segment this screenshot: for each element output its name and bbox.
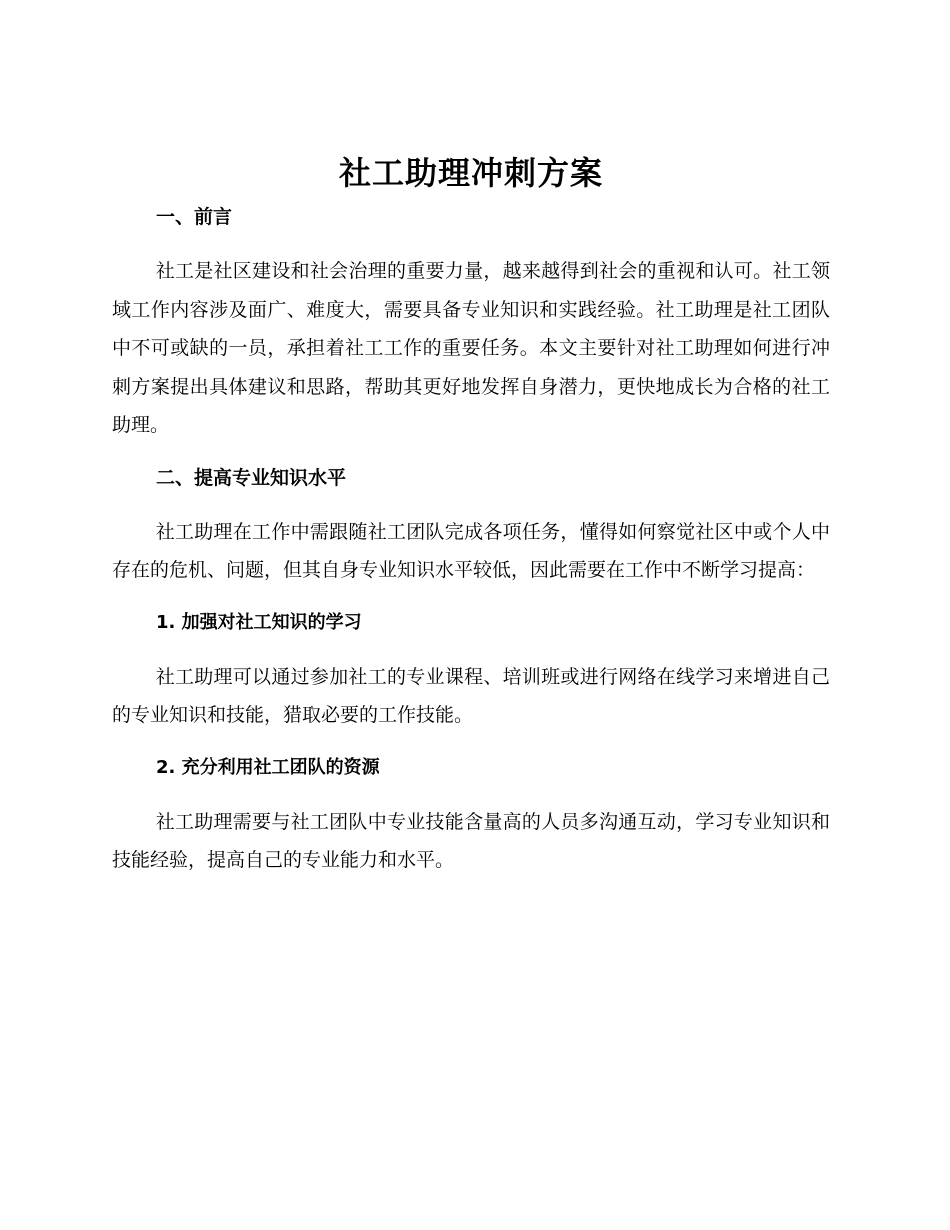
subsection-heading-resources: 2. 充分利用社工团队的资源 xyxy=(156,756,380,778)
section-heading-intro: 一、前言 xyxy=(156,206,233,228)
paragraph-knowledge: 社工助理在工作中需跟随社工团队完成各项任务，懂得如何察觉社区中或个人中存在的危机、问题，但其自身专业知识水平较低，因此需要在工作中不断学习提高： xyxy=(112,520,830,581)
subsection-heading-study: 1. 加强对社工知识的学习 xyxy=(156,611,362,633)
spacer xyxy=(112,735,830,753)
spacer xyxy=(112,445,830,463)
spacer xyxy=(112,493,830,513)
paragraph-resources: 社工助理需要与社工团队中专业技能含量高的人员多沟通互动，学习专业知识和技能经验，提高自己的专业能力和水平。 xyxy=(112,810,830,871)
document-title: 社工助理冲刺方案 xyxy=(338,154,603,192)
paragraph-study: 社工助理可以通过参加社工的专业课程、培训班或进行网络在线学习来增进自己的专业知识和技能，猎取必要的工作技能。 xyxy=(112,665,830,726)
spacer xyxy=(112,232,830,252)
spacer xyxy=(112,783,830,803)
spacer xyxy=(112,590,830,608)
document-page xyxy=(112,148,830,880)
paragraph-intro: 社工是社区建设和社会治理的重要力量，越来越得到社会的重视和认可。社工领域工作内容涉及面广、难度大，需要具备专业知识和实践经验。社工助理是社工团队中不可或缺的一员，承担着社工工作的重要任务。本文主要针对社工助理如何进行冲刺方案提出具体建议和思路，帮助其更好地发挥自身潜力，更快地成长为合格的社工助理。 xyxy=(112,260,830,436)
section-heading-knowledge: 二、提高专业知识水平 xyxy=(156,466,347,489)
spacer xyxy=(112,638,830,658)
